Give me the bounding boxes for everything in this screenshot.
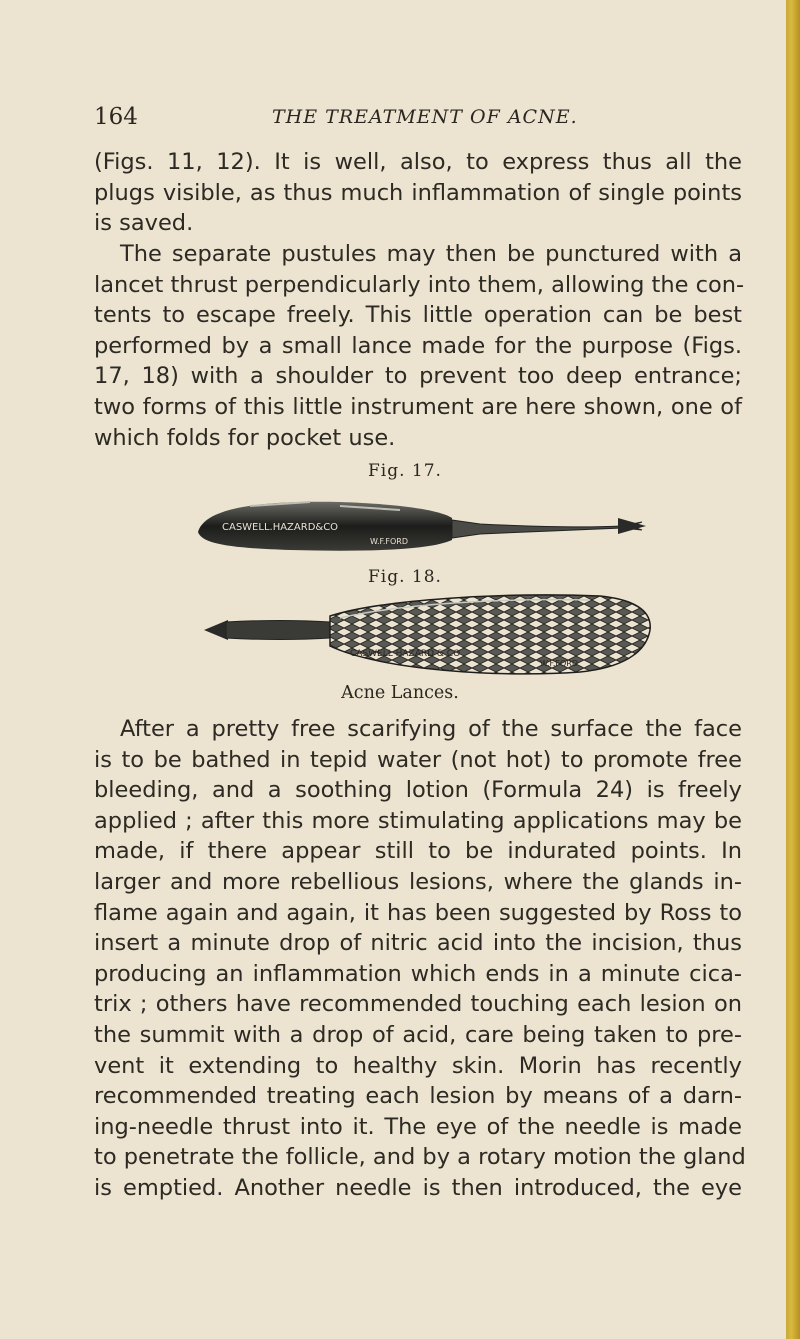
text-line: to penetrate the follicle, and by a rotary motion the gland (94, 1144, 746, 1171)
page-number: 164 (94, 104, 138, 130)
blade-tip (204, 620, 228, 640)
text-line: producing an inflammation which ends in a minute cica- (94, 960, 742, 987)
text-line: is emptied. Another needle is then introduced, the eye (94, 1174, 742, 1201)
text-line: two forms of this little instrument are here shown, one of (94, 393, 742, 420)
text-line: 17, 18) with a shoulder to prevent too deep entrance; (94, 363, 742, 390)
text-line: lancet thrust perpendicularly into them, allowing the con- (94, 271, 745, 298)
text-line: After a pretty free scarifying of the surface the face (120, 716, 742, 742)
text-line: The separate pustules may then be punctured with a (120, 241, 742, 267)
figure-18-lance-illustration (200, 592, 660, 680)
text-line: the summit with a drop of acid, care being taken to pre- (94, 1021, 742, 1048)
text-line: performed by a small lance made for the purpose (Figs. (94, 332, 742, 359)
blade (226, 621, 330, 640)
text-line: made, if there appear still to be indurated points. In (94, 838, 742, 865)
page-header (94, 104, 726, 138)
text-line: is to be bathed in tepid water (not hot) to promote free (94, 746, 742, 773)
text-line: trix ; others have recommended touching each lesion on (94, 991, 742, 1018)
blade (452, 520, 642, 538)
text-line: which folds for pocket use. (94, 424, 396, 451)
text-line: is saved. (94, 210, 194, 237)
text-line: applied ; after this more stimulating applications may be (94, 807, 742, 834)
text-line: (Figs. 11, 12). It is well, also, to express thus all the (94, 149, 742, 175)
figure-17-label: Fig. 17. (368, 461, 442, 481)
handle-engraving: CASWELL.HAZARD&CO (222, 522, 339, 533)
paragraph-1 (94, 147, 742, 239)
figure-18-label: Fig. 18. (368, 567, 442, 587)
text-line: tents to escape freely. This little operation can be best (94, 302, 742, 329)
figure-17-lance-illustration (190, 488, 660, 560)
paragraph-2 (94, 239, 745, 453)
text-line: flame again and again, it has been suggested by Ross to (94, 899, 742, 926)
text-line: insert a minute drop of nitric acid into the incision, thus (94, 930, 742, 957)
maker-mark: W.F.FORD (370, 537, 409, 546)
maker-mark: W.F.FORD (540, 659, 579, 668)
figure-caption: Acne Lances. (341, 683, 459, 703)
blade-tip (618, 518, 646, 534)
text-line: recommended treating each lesion by means of a darn- (94, 1083, 742, 1110)
handle (330, 595, 650, 674)
text-line: ing-needle thrust into it. The eye of the needle is made (94, 1113, 742, 1140)
handle-engraving: CASWELL HAZARD & CO (350, 649, 461, 659)
text-line: bleeding, and a soothing lotion (Formula 24) is freely (94, 777, 742, 804)
page-edge (786, 0, 800, 1339)
paragraph-3 (94, 714, 746, 1204)
text-line: plugs visible, as thus much inflammation of single points (94, 179, 742, 206)
text-line: vent it extending to healthy skin. Morin has recently (94, 1052, 742, 1079)
running-title: THE TREATMENT OF ACNE. (272, 106, 578, 128)
text-line: larger and more rebellious lesions, where the glands in- (94, 868, 742, 895)
